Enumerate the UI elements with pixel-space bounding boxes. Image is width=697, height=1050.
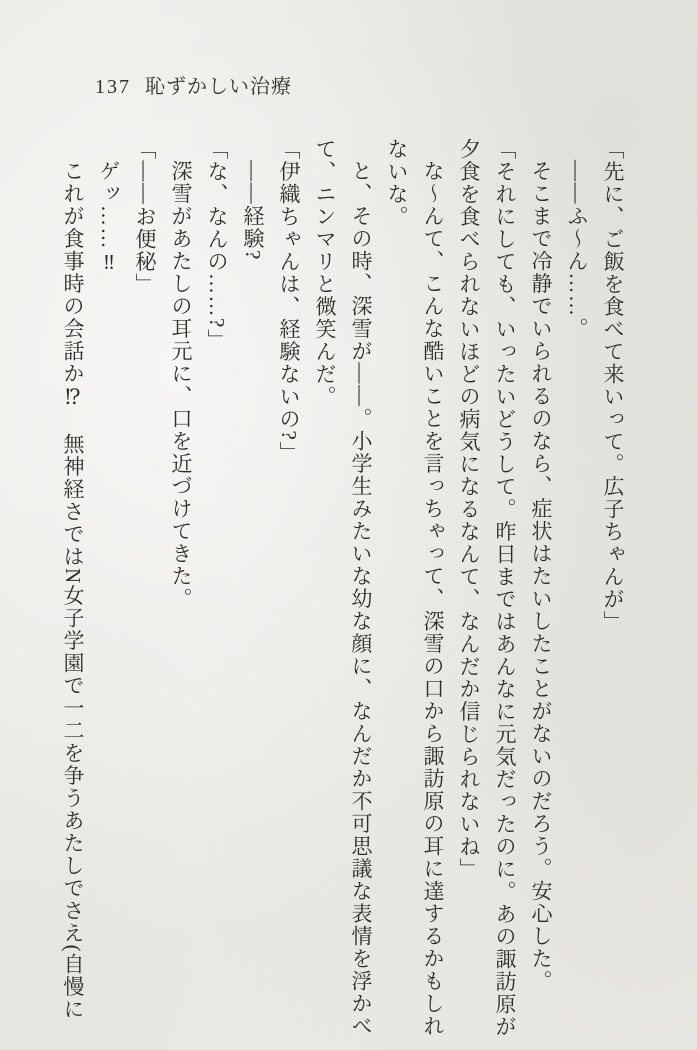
running-head [95, 70, 292, 99]
text-column: な〜んて、こんな酷いことを言っちゃって、深雪の口から諏訪原の耳に達するかもしれ [421, 160, 445, 1038]
text-column: 夕食を食べられないほどの病気になるなんて、なんだか信じられないね」 [457, 138, 481, 881]
page-number: 137 [95, 76, 131, 98]
text-column: 「先に、ご飯を食べて来いって。広子ちゃんが」 [601, 138, 625, 633]
text-column: 「それにしても、いったいどうして。昨日まではあんなに元気だったのに。あの諏訪原が [493, 138, 517, 1038]
text-column: と、その時、深雪が――。小学生みたいな幼な顔に、なんだか不可思議な表情を浮かべ [349, 160, 373, 1038]
text-column: ――ふ〜ん……。 [565, 160, 589, 340]
text-column: ゲッ……‼ [97, 160, 121, 276]
text-column: ――経験? [241, 160, 265, 261]
body-text-block [55, 138, 631, 1043]
text-column: て、ニンマリと微笑んだ。 [313, 138, 337, 408]
chapter-title: 恥ずかしい治療 [145, 76, 292, 98]
text-column: 深雪があたしの耳元に、口を近づけてきた。 [169, 160, 193, 610]
text-column: 「伊織ちゃんは、経験ないの?」 [277, 138, 301, 464]
text-column: 「――お便秘」 [133, 138, 157, 296]
text-column: 「な、なんの……?」 [205, 138, 229, 352]
text-column: そこまで冷静でいられるのなら、症状はたいしたことがないのだろう。安心した。 [529, 160, 553, 993]
text-column: これが食事時の会話か⁉ 無神経さではN女子学園で一二を争うあたしでさえ(自慢に [61, 160, 85, 1021]
text-column: ないな。 [385, 138, 409, 228]
